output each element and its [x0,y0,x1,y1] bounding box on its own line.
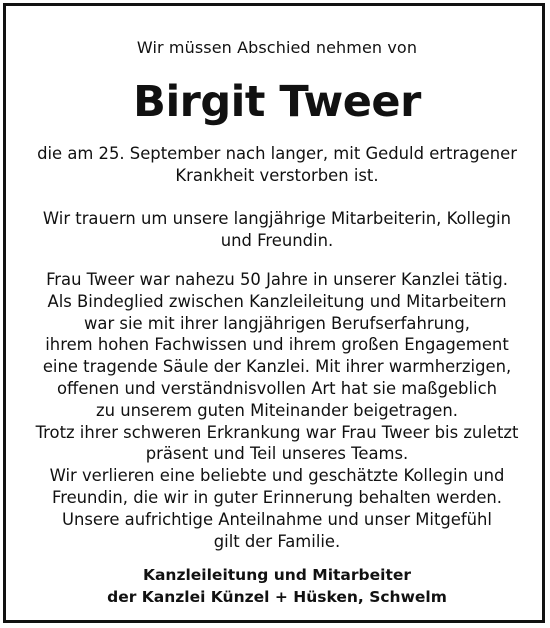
text-line: zu unserem guten Miteinander beigetragen. [96,400,458,420]
text-line: war sie mit ihrer langjährigen Berufserfahrung, [84,313,470,333]
signature-line: der Kanzlei Künzel + Hüsken, Schwelm [107,588,447,606]
text-line: Frau Tweer war nahezu 50 Jahre in unserer Kanzlei tätig. [46,270,508,289]
signature-block [6,564,548,608]
paragraph-tribute [6,269,548,552]
text-line: Trotz ihrer schweren Erkrankung war Frau Tweer bis zuletzt [35,422,519,442]
text-line: Unsere aufrichtige Anteilnahme und unser Mitgefühl [61,509,492,529]
deceased-name: Birgit Tweer [133,77,421,127]
notice-border [3,3,545,623]
text-line: eine tragende Säule der Kanzlei. Mit ihrer warmherzigen, [42,357,512,377]
text-line: und Freundin. [220,231,334,250]
text-line: Wir verlieren eine beliebte und geschätzte Kollegin und [49,466,505,486]
text-line: Wir trauern um unsere langjährige Mitarbeiterin, Kollegin [42,209,512,228]
text-line: Als Bindeglied zwischen Kanzleileitung und Mitarbeitern [47,291,507,311]
text-line: gilt der Familie. [213,531,341,551]
paragraph-mourning [6,208,548,252]
signature-line: Kanzleileitung und Mitarbeiter [142,566,412,584]
text-line: ihrem hohen Fachwissen und ihrem großen Engagement [45,335,509,355]
text-line: offenen und verständnisvollen Art hat sie maßgeblich [57,378,497,398]
text-line: Krankheit verstorben ist. [175,166,379,185]
text-line: präsent und Teil unseres Teams. [145,444,409,464]
intro-text: Wir müssen Abschied nehmen von [136,38,418,57]
text-line: die am 25. September nach langer, mit Geduld ertragener [37,144,517,163]
text-line: Freundin, die wir in guter Erinnerung behalten werden. [51,487,503,507]
paragraph-passing [6,143,548,187]
